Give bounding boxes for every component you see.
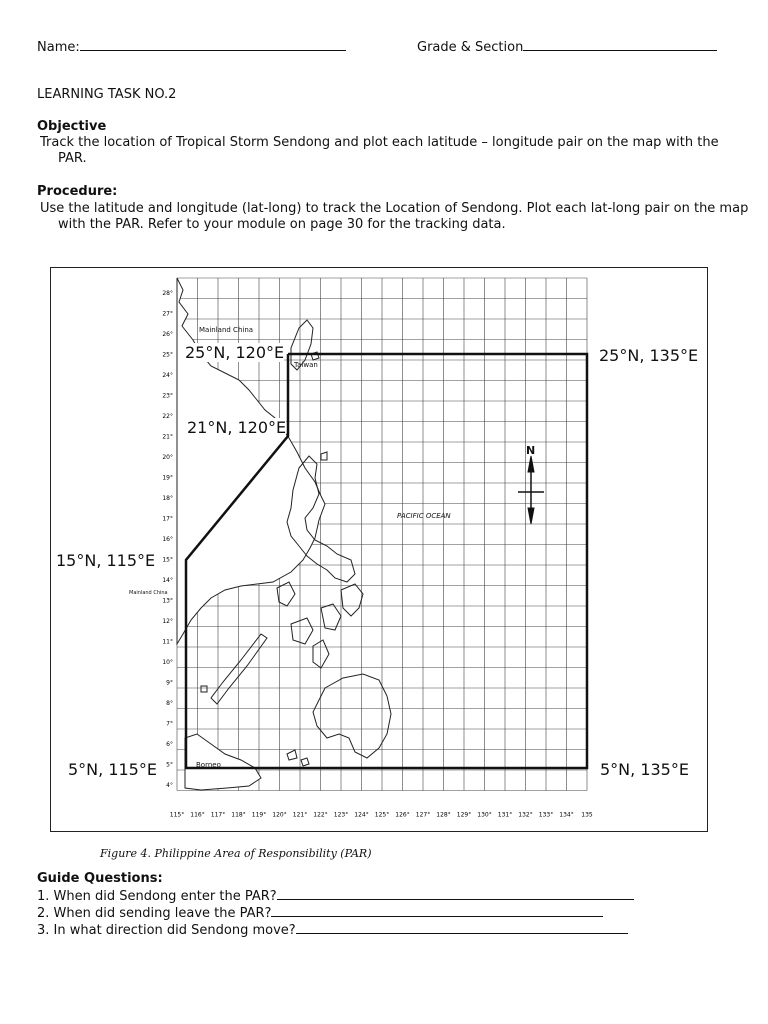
- corner-label-5n-115e: 5°N, 115°E: [68, 760, 157, 779]
- longitude-tick-label: 117°: [210, 811, 226, 819]
- objective-line-2: PAR.: [58, 151, 87, 166]
- latitude-tick-label: 21°: [162, 433, 173, 441]
- longitude-tick-label: 131°: [497, 811, 513, 819]
- corner-label-25n-120e: 25°N, 120°E: [185, 343, 285, 362]
- procedure-line-1: Use the latitude and longitude (lat-long) to track the Location of Sendong. Plot each lat-long pair on the map: [40, 201, 749, 216]
- longitude-tick-label: 116°: [190, 811, 205, 819]
- longitude-tick-label: 126°: [395, 811, 410, 819]
- name-label: Name:: [37, 40, 80, 55]
- latitude-tick-label: 28°: [162, 290, 173, 297]
- latitude-tick-label: 6°: [166, 741, 173, 748]
- panay-negros-islands: [291, 618, 329, 668]
- latitude-tick-label: 14°: [162, 577, 173, 584]
- borneo-label: Borneo: [196, 761, 221, 769]
- latitude-tick-label: 25°: [162, 351, 173, 359]
- mindanao-island: [313, 674, 391, 758]
- latitude-tick-label: 4°: [166, 782, 173, 789]
- longitude-tick-label: 120°: [272, 811, 287, 819]
- sulu-islands: [287, 750, 309, 766]
- guide-question-2-text: 2. When did sending leave the PAR?: [37, 906, 272, 921]
- latitude-tick-label: 18°: [162, 495, 173, 502]
- latitude-tick-label: 23°: [162, 392, 173, 400]
- latitude-tick-label: 7°: [166, 720, 173, 728]
- longitude-tick-label: 119°: [251, 811, 267, 819]
- name-blank: [80, 38, 346, 51]
- latitude-tick-label: 12°: [162, 618, 173, 625]
- grade-section-field: [417, 38, 717, 56]
- latitude-tick-label: 5°: [166, 761, 173, 769]
- corner-label-25n-135e: 25°N, 135°E: [599, 346, 699, 365]
- longitude-tick-label: 118°: [231, 811, 246, 819]
- longitude-tick-label: 133°: [538, 811, 554, 819]
- guide-question-3: [37, 921, 628, 939]
- guide-question-1: [37, 887, 634, 905]
- longitude-tick-label: 132°: [518, 811, 533, 819]
- answer-blank-3: [296, 921, 628, 934]
- guide-question-3-text: 3. In what direction did Sendong move?: [37, 923, 296, 938]
- answer-blank-2: [271, 904, 603, 917]
- grade-section-label: Grade & Section: [417, 40, 524, 55]
- corner-label-5n-135e: 5°N, 135°E: [600, 760, 689, 779]
- procedure-line-2: with the PAR. Refer to your module on page 30 for the tracking data.: [58, 217, 506, 232]
- grade-section-blank: [523, 38, 717, 51]
- guide-question-1-text: 1. When did Sendong enter the PAR?: [37, 889, 277, 904]
- longitude-tick-label: 125°: [374, 811, 390, 819]
- latitude-tick-label: 9°: [166, 679, 173, 687]
- pacific-ocean-label: PACIFIC OCEAN: [397, 512, 451, 520]
- answer-blank-1: [277, 887, 634, 900]
- longitude-tick-label: 134°: [559, 811, 574, 819]
- objective-heading: Objective: [37, 119, 107, 134]
- longitude-tick-label: 135: [581, 811, 593, 819]
- compass-rose: [518, 456, 544, 524]
- guide-question-2: [37, 904, 603, 922]
- mainland-china-text: Mainland China: [199, 326, 254, 334]
- north-label: N: [526, 444, 536, 457]
- par-map-figure: [50, 267, 708, 832]
- latitude-tick-label: 26°: [162, 331, 173, 338]
- longitude-tick-label: 121°: [292, 811, 308, 819]
- longitude-tick-label: 123°: [333, 811, 349, 819]
- taiwan-label: Taiwan: [294, 361, 318, 369]
- longitude-tick-label: 124°: [354, 811, 369, 819]
- latitude-tick-label: 16°: [162, 536, 173, 543]
- latitude-tick-label: 20°: [162, 454, 173, 461]
- longitude-tick-label: 130°: [477, 811, 492, 819]
- longitude-tick-label: 115°: [169, 811, 185, 819]
- figure-caption: Figure 4. Philippine Area of Responsibility (PAR): [100, 847, 372, 860]
- latitude-tick-label: 24°: [162, 372, 173, 379]
- latitude-tick-label: 19°: [162, 474, 173, 482]
- corner-label-15n-115e: 15°N, 115°E: [56, 551, 156, 570]
- longitude-tick-label: 128°: [436, 811, 451, 819]
- longitude-tick-label: 127°: [415, 811, 431, 819]
- latitude-tick-label: 17°: [162, 515, 173, 523]
- mainland-china-label: Mainland China: [129, 590, 168, 596]
- corner-label-21n-120e: 21°N, 120°E: [187, 418, 287, 437]
- latitude-tick-label: 22°: [162, 413, 173, 420]
- latitude-tick-label: 13°: [162, 597, 173, 605]
- latitude-tick-label: 15°: [162, 556, 173, 564]
- latitude-tick-label: 10°: [162, 659, 173, 666]
- name-field: [37, 38, 346, 56]
- guide-questions-heading: Guide Questions:: [37, 871, 163, 886]
- latitude-tick-label: 8°: [166, 700, 173, 707]
- longitude-tick-label: 122°: [313, 811, 328, 819]
- latitude-tick-label: 11°: [162, 638, 173, 646]
- longitude-tick-label: 129°: [456, 811, 472, 819]
- task-title: LEARNING TASK NO.2: [37, 87, 177, 102]
- palawan-island: [211, 634, 267, 704]
- latitude-tick-label: 27°: [162, 310, 173, 318]
- objective-line-1: Track the location of Tropical Storm Sendong and plot each latitude – longitude pair on the map with the: [40, 135, 719, 150]
- visayas-islands: [321, 584, 363, 630]
- procedure-heading: Procedure:: [37, 184, 118, 199]
